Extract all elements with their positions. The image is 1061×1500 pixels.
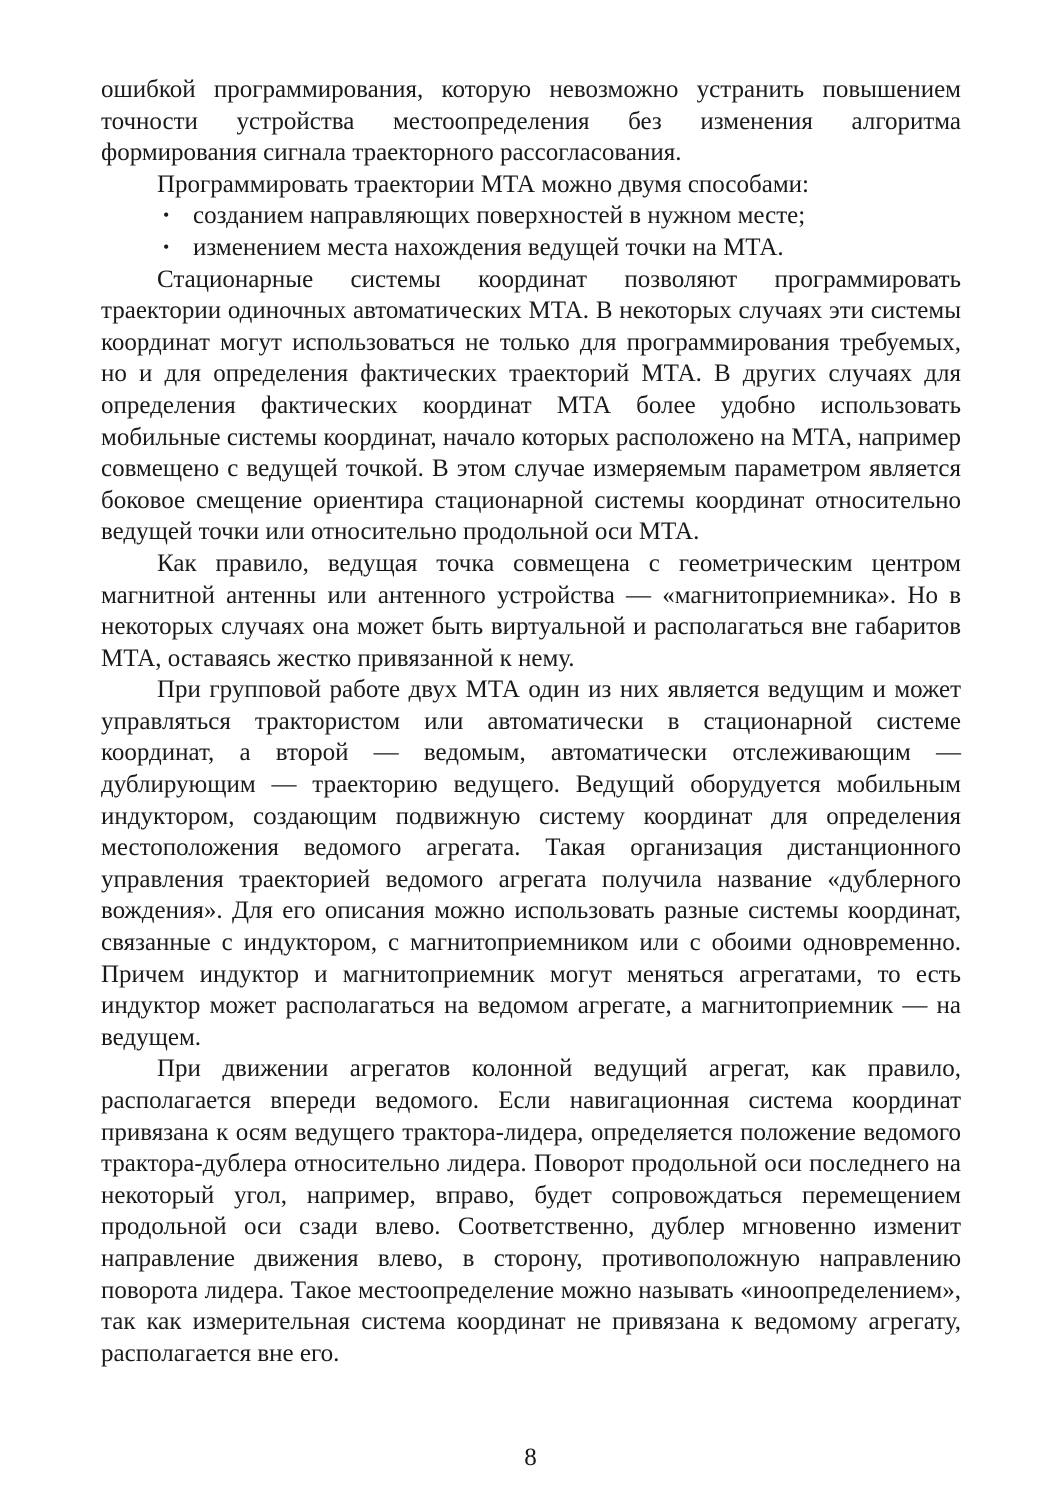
- page-body: [101, 74, 961, 1369]
- bullet-list: [101, 200, 961, 263]
- bullet-icon: •: [163, 236, 170, 257]
- paragraph: При движении агрегатов колонной ведущий агрегат, как правило, располагается впереди ведомого. Если навигационная система координат привязана к осям ведущего трактора-лидера, определяется положение ведомого трактора-дублера относительно лидера. Поворот продольной оси последнего на некоторый угол, например, вправо, будет сопровождаться перемещением продольной оси сзади влево. Соответственно, дублер мгновенно изменит направление движения влево, в сторону, противоположную направлению поворота лидера. Такое местоопределение можно называть «иноопределением», так как измерительная система координат не привязана к ведомому агрегату, располагается вне его.: [101, 1055, 961, 1367]
- list-item-text: созданием направляющих поверхностей в нужном месте;: [193, 202, 806, 230]
- paragraph: Стационарные системы координат позволяют программировать траектории одиночных автоматических МТА. В некоторых случаях эти системы координат могут использоваться не только для программирования требуемых, но и для определения фактических траекторий МТА. В других случаях для определения фактических координат МТА более удобно использовать мобильные системы координат, начало которых расположено на МТА, например совмещено с ведущей точкой. В этом случае измеряемым параметром является боковое смещение ориентира стационарной системы координат относительно ведущей точки или относительно продольной оси МТА.: [101, 265, 961, 546]
- paragraph: При групповой работе двух МТА один из них является ведущим и может управляться трактористом или автоматически в стационарной системе координат, а второй — ведомым, автоматически отслеживающим — дублирующим — траекторию ведущего. Ведущий оборудуется мобильным индуктором, создающим подвижную систему координат для определения местоположения ведомого агрегата. Такая организация дистанционного управления траекторией ведомого агрегата получила название «дублерного вождения». Для его описания можно использовать разные системы координат, связанные с индуктором, с магнитоприемником или с обоими одновременно. Причем индуктор и магнитоприемник могут меняться агрегатами, то есть индуктор может располагаться на ведомом агрегате, а магнитоприемник — на ведущем.: [101, 676, 961, 1051]
- list-item: [163, 200, 961, 232]
- bullet-icon: •: [163, 205, 170, 226]
- page-number: 8: [524, 1444, 537, 1471]
- list-item: [163, 232, 961, 264]
- paragraph: Как правило, ведущая точка совмещена с геометрическим центром магнитной антенны или антенного устройства — «магнитоприемника». Но в некоторых случаях она может быть виртуальной и располагаться вне габаритов МТА, оставаясь жестко привязанной к нему.: [101, 549, 961, 672]
- list-item-text: изменением места нахождения ведущей точки на МТА.: [193, 233, 784, 261]
- paragraph: ошибкой программирования, которую невозможно устранить повышением точности устройства местоопределения без изменения алгоритма формирования сигнала траекторного рассогласования.: [101, 76, 961, 167]
- paragraph: Программировать траектории МТА можно двумя способами:: [157, 170, 809, 198]
